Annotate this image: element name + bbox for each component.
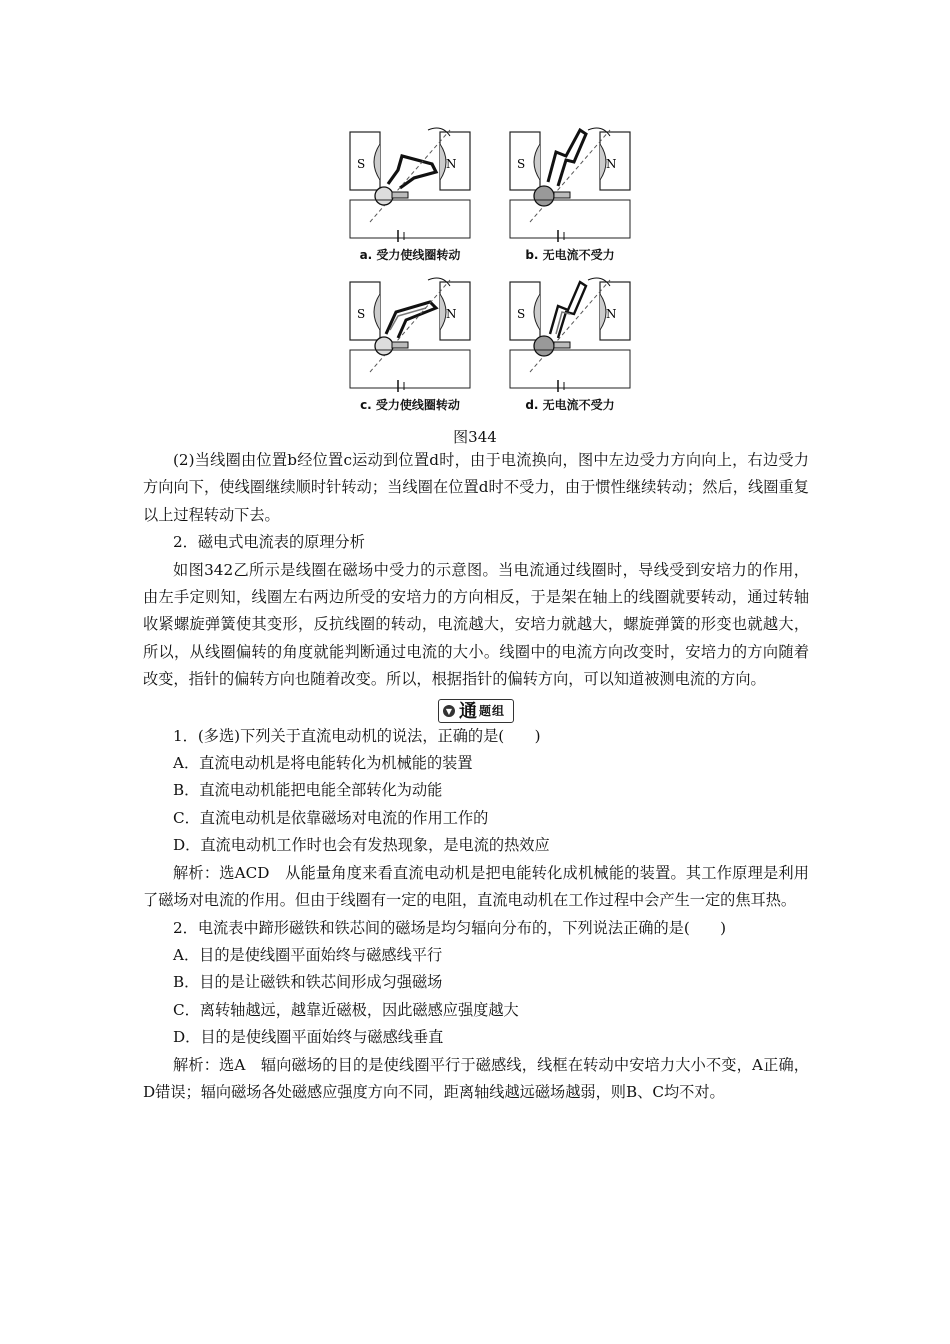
question-1-analysis: 解析：选ACD 从能量角度来看直流电动机是把电能转化成机械能的装置。其工作原理是利用了磁场对电流的作用。但由于线圈有一定的电阻，直流电动机在工作过程中会产生一定的焦耳热。	[143, 863, 809, 910]
motor-diagram-d	[500, 272, 640, 392]
section-badge	[143, 696, 809, 723]
pole-s-c: S	[357, 307, 366, 321]
question-2-stem: 2．电流表中蹄形磁铁和铁芯间的磁场是均匀辐向分布的，下列说法正确的是( )	[173, 918, 727, 937]
pole-s-b: S	[517, 157, 526, 171]
question-1-option-d: D．直流电动机工作时也会有发热现象，是电流的热效应	[173, 836, 550, 855]
badge-big-char: 通	[458, 700, 477, 722]
pole-n-c: N	[446, 307, 457, 321]
pole-n-b: N	[606, 157, 617, 171]
figure-panel-a	[340, 122, 480, 262]
panel-caption-a: a. 受力使线圈转动	[359, 248, 461, 262]
pole-n-a: N	[446, 157, 457, 171]
body-text	[143, 447, 809, 1106]
motor-diagram-c	[340, 272, 480, 392]
motor-diagram-b	[500, 122, 640, 242]
section-heading-galvanometer: 2．磁电式电流表的原理分析	[173, 533, 365, 552]
question-2-option-a: A．目的是使线圈平面始终与磁感线平行	[173, 945, 443, 964]
question-2-option-c: C．离转轴越远，越靠近磁极，因此磁感应强度越大	[173, 1000, 519, 1019]
question-2-option-d: D．目的是使线圈平面始终与磁感线垂直	[173, 1028, 444, 1047]
pole-s-a: S	[357, 157, 366, 171]
paragraph-coil-rotation: (2)当线圈由位置b经位置c运动到位置d时，由于电流换向，图中左边受力方向向上，右边受力方向向下，使线圈继续顺时针转动；当线圈在位置d时不受力，由于惯性继续转动；然后，线圈重复以上过程转动下去。	[143, 451, 809, 524]
panel-caption-c: c. 受力使线圈转动	[360, 398, 460, 412]
question-1-stem: 1．(多选)下列关于直流电动机的说法，正确的是( )	[173, 726, 541, 745]
badge-small-text: 题组	[478, 703, 505, 718]
pole-s-d: S	[517, 307, 526, 321]
question-2-option-b: B．目的是让磁铁和铁芯间形成匀强磁场	[173, 973, 443, 992]
figure-panel-d	[500, 272, 640, 412]
question-1-option-c: C．直流电动机是依靠磁场对电流的作用工作的	[173, 808, 489, 827]
figure-panel-b	[500, 122, 640, 262]
badge-arrow-icon: ▼	[443, 705, 455, 717]
motor-figure	[340, 122, 640, 420]
figure-panel-c	[340, 272, 480, 412]
panel-caption-b: b. 无电流不受力	[525, 248, 615, 262]
practice-badge	[438, 699, 514, 723]
pole-n-d: N	[606, 307, 617, 321]
panel-caption-d: d. 无电流不受力	[525, 398, 615, 412]
question-1-option-a: A．直流电动机是将电能转化为机械能的装置	[173, 754, 473, 773]
question-2-analysis: 解析：选A 辐向磁场的目的是使线圈平行于磁感线，线框在转动中安培力大小不变，A正确，D错误；辐向磁场各处磁感应强度方向不同，距离轴线越远磁场越弱，则B、C均不对。	[143, 1055, 809, 1101]
paragraph-galvanometer: 如图342乙所示是线圈在磁场中受力的示意图。当电流通过线圈时，导线受到安培力的作用，由左手定则知，线圈左右两边所受的安培力的方向相反，于是架在轴上的线圈就要转动，通过转轴收紧螺旋弹簧使其变形，反抗线圈的转动，电流越大，安培力就越大，螺旋弹簧的形变也就越大，所以，从线圈偏转的角度就能判断通过电流的大小。线圈中的电流方向改变时，安培力的方向随着改变，指针的偏转方向也随着改变。所以，根据指针的偏转方向，可以知道被测电流的方向。	[143, 560, 809, 689]
question-1-option-b: B．直流电动机能把电能全部转化为动能	[173, 781, 443, 800]
figure-caption: 图344	[453, 428, 497, 446]
motor-diagram-a	[340, 122, 480, 242]
